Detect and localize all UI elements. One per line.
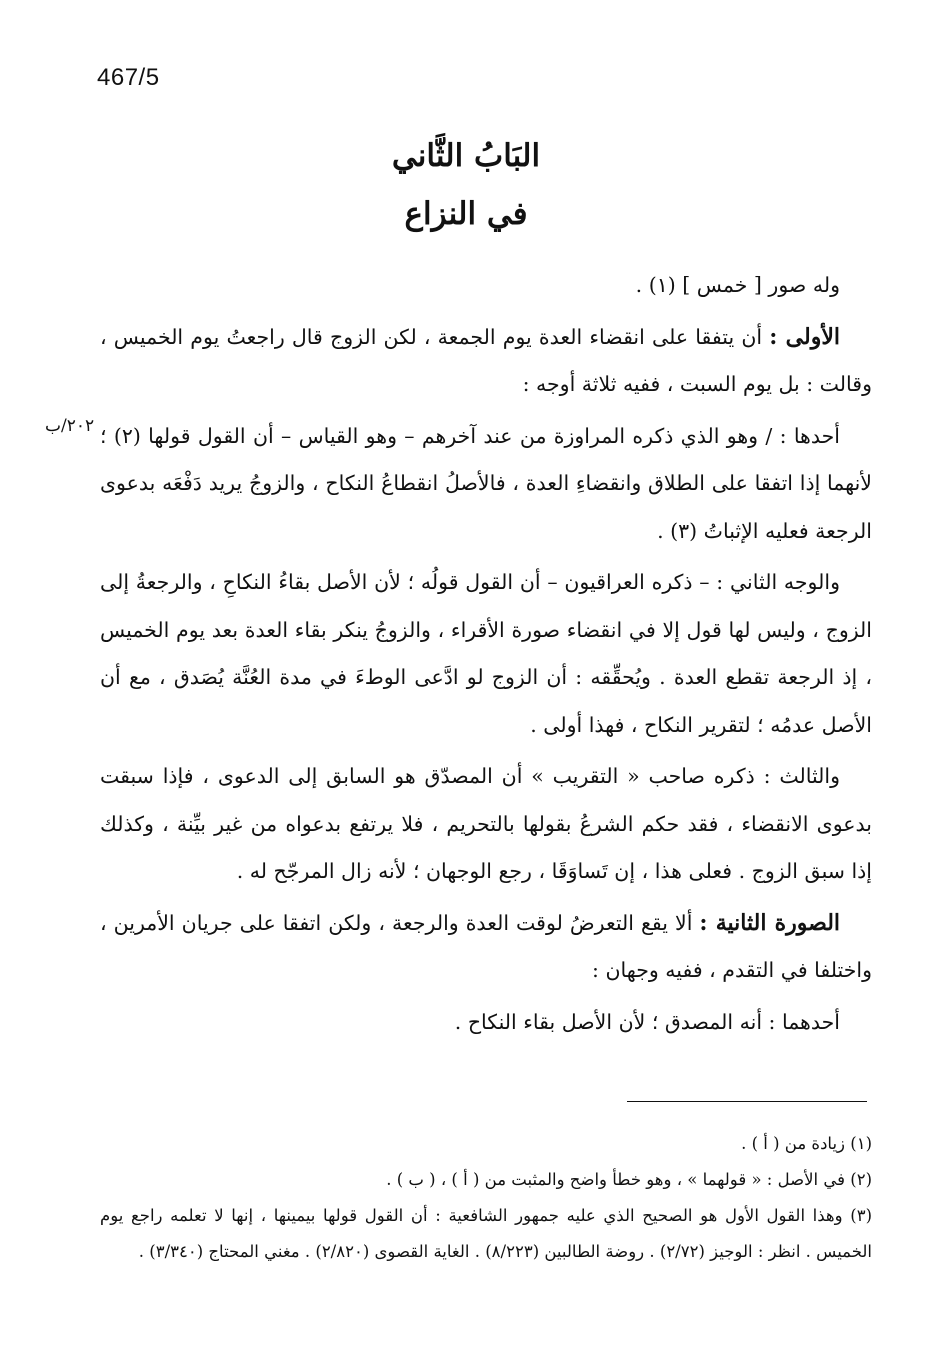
paragraph-first-case (100, 314, 872, 409)
footnote-3: (٣) وهذا القول الأول هو الصحيح الذي عليه جمهور الشافعية : أن القول قولها بيمينها ، إنها لا تعلمه راجع يوم الخميس . انظر : الوجيز (٢/٧٢) . روضة الطالبين (٨/٢٢٣) . الغاية القصوى (٢/٨٢٠) . مغني المحتاج (٣/٣٤٠) . (100, 1206, 872, 1261)
first-case-term: الأولى : (769, 323, 841, 350)
page-number: 467/5 (97, 64, 160, 91)
footnote-1: (١) زيادة من ( أ ) . (741, 1134, 872, 1153)
chapter-title: البَابُ الثَّاني (391, 138, 541, 174)
footnote-divider (627, 1101, 867, 1102)
intro-paragraph: وله صور [ خمس ] (١) . (635, 273, 840, 297)
chapter-subtitle: في النزاع (404, 196, 528, 232)
footnote-2: (٢) في الأصل : « قولهما » ، وهو خطأ واضح والمثبت من ( أ ) ، ( ب ) . (386, 1170, 872, 1189)
footnotes (100, 1126, 872, 1270)
paragraph-second-case-first-view: أحدهما : أنه المصدق ؛ لأن الأصل بقاء النكاح . (454, 1009, 840, 1034)
margin-folio-note: ٢٠٢/ب (45, 416, 95, 436)
second-case-term: الصورة الثانية : (699, 909, 841, 936)
first-case-text: أن يتفقا على انقضاء العدة يوم الجمعة ، لكن الزوج قال راجعتُ يوم الخميس ، وقالت : بل يوم السبت ، ففيه ثلاثة أوجه : (100, 324, 872, 396)
paragraph-first-view: أحدها : / وهو الذي ذكره المراوزة من عند آخرهم – وهو القياس – أن القول قولها (٢) ؛ لأنهما إذا اتفقا على الطلاق وانقضاءِ العدة ، فالأصلُ انقطاعُ النكاح ، والزوجُ يريد دَفْعَه بدعوى الرجعة فعليه الإثباتُ (٣) . (100, 423, 872, 543)
body-text (100, 262, 872, 1046)
second-case-text: ألا يقع التعرضُ لوقت العدة والرجعة ، ولكن اتفقا على جريان الأمرين ، واختلفا في التقدم ، ففيه وجهان : (100, 910, 872, 982)
paragraph-second-view: والوجه الثاني : – ذكره العراقيون – أن القول قولُه ؛ لأن الأصل بقاءُ النكاحِ ، والرجعةُ إلى الزوج ، وليس لها قول إلا في انقضاء صورة الأقراء ، والزوجُ ينكر بقاء العدة بعد يوم الخميس ، إذ الرجعة تقطع العدة . ويُحقِّقه : أن الزوج لو ادَّعى الوطءَ في مدة العُنَّة يُصَدق ، مع أن الأصل عدمُه ؛ لتقرير النكاح ، فهذا أولى . (100, 570, 872, 737)
paragraph-second-case (100, 900, 872, 995)
paragraph-third-view: والثالث : ذكره صاحب « التقريب » أن المصدّق هو السابق إلى الدعوى ، فإذا سبقت بدعوى الانقضاء ، فقد حكم الشرعُ بقولها بالتحريم ، فلا يرتفع بدعواه من غير بيِّنة ، وكذلك إذا سبق الزوج . فعلى هذا ، إن تَساوَقَا ، رجع الوجهان ؛ لأنه زال المرجّح له . (100, 764, 872, 883)
